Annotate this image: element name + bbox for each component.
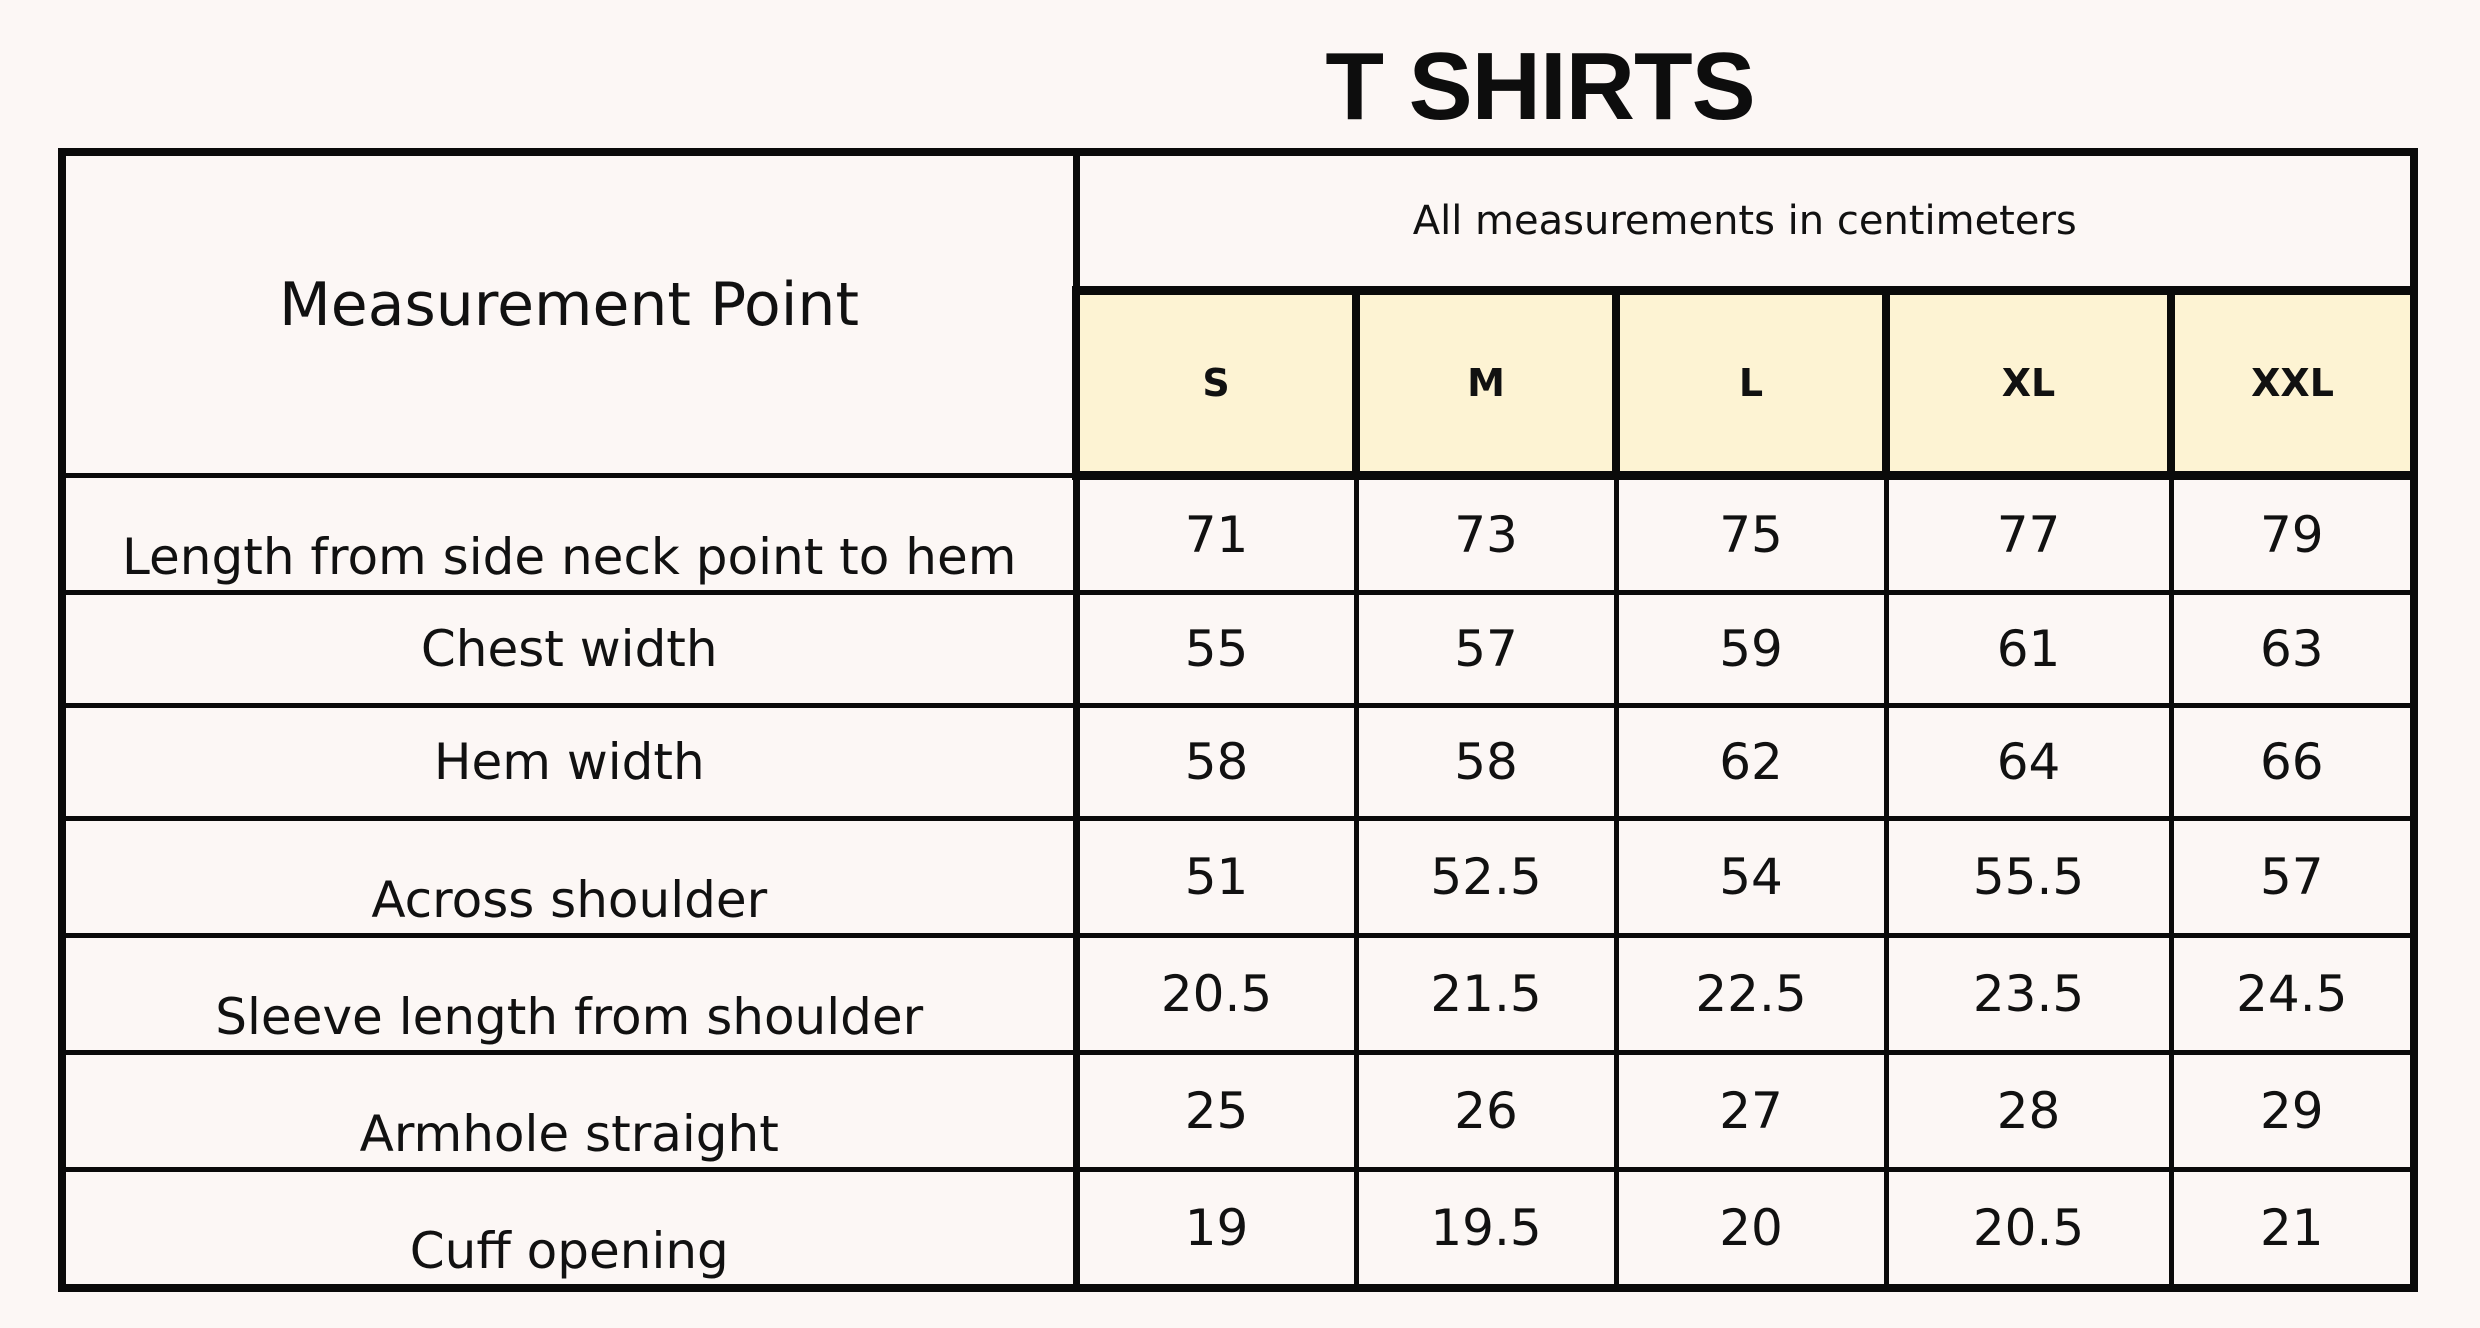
row-label: Hem width — [62, 706, 1076, 819]
table-cell: 57 — [2171, 819, 2414, 936]
table-cell: 77 — [1886, 476, 2171, 593]
size-header-m: M — [1356, 291, 1616, 476]
table-cell: 58 — [1076, 706, 1356, 819]
table-cell: 22.5 — [1616, 936, 1886, 1053]
row-label: Length from side neck point to hem — [62, 476, 1076, 593]
table-cell: 20.5 — [1076, 936, 1356, 1053]
table-row — [62, 706, 2414, 819]
table-row — [62, 476, 2414, 593]
table-cell: 71 — [1076, 476, 1356, 593]
table-cell: 55 — [1076, 593, 1356, 706]
table-cell: 20 — [1616, 1170, 1886, 1289]
table-cell: 19.5 — [1356, 1170, 1616, 1289]
size-chart-table — [58, 148, 2418, 1292]
unit-note: All measurements in centimeters — [1076, 152, 2414, 291]
table-row — [62, 819, 2414, 936]
table-cell: 64 — [1886, 706, 2171, 819]
row-label: Armhole straight — [62, 1053, 1076, 1170]
size-header-xxl: XXL — [2171, 291, 2414, 476]
table-cell: 55.5 — [1886, 819, 2171, 936]
size-header-l: L — [1616, 291, 1886, 476]
table-cell: 24.5 — [2171, 936, 2414, 1053]
size-header-s: S — [1076, 291, 1356, 476]
table-cell: 27 — [1616, 1053, 1886, 1170]
table-row — [62, 936, 2414, 1053]
table-cell: 73 — [1356, 476, 1616, 593]
row-label: Across shoulder — [62, 819, 1076, 936]
table-row — [62, 1053, 2414, 1170]
table-cell: 62 — [1616, 706, 1886, 819]
table-row — [62, 1170, 2414, 1289]
table-cell: 21.5 — [1356, 936, 1616, 1053]
table-cell: 63 — [2171, 593, 2414, 706]
table-cell: 75 — [1616, 476, 1886, 593]
table-cell: 61 — [1886, 593, 2171, 706]
table-cell: 51 — [1076, 819, 1356, 936]
table-cell: 79 — [2171, 476, 2414, 593]
table-cell: 29 — [2171, 1053, 2414, 1170]
table-cell: 54 — [1616, 819, 1886, 936]
table-cell: 21 — [2171, 1170, 2414, 1289]
header-row — [62, 152, 2414, 291]
table-cell: 20.5 — [1886, 1170, 2171, 1289]
table-cell: 19 — [1076, 1170, 1356, 1289]
measurement-point-header: Measurement Point — [62, 152, 1076, 476]
table-row — [62, 593, 2414, 706]
row-label: Sleeve length from shoulder — [62, 936, 1076, 1053]
size-header-xl: XL — [1886, 291, 2171, 476]
table-cell: 57 — [1356, 593, 1616, 706]
table-cell: 23.5 — [1886, 936, 2171, 1053]
table-cell: 52.5 — [1356, 819, 1616, 936]
page-title: T SHIRTS — [1325, 33, 1755, 140]
row-label: Cuff opening — [62, 1170, 1076, 1289]
table-cell: 25 — [1076, 1053, 1356, 1170]
table-cell: 58 — [1356, 706, 1616, 819]
table-cell: 28 — [1886, 1053, 2171, 1170]
table-cell: 66 — [2171, 706, 2414, 819]
table-cell: 26 — [1356, 1053, 1616, 1170]
table-cell: 59 — [1616, 593, 1886, 706]
row-label: Chest width — [62, 593, 1076, 706]
